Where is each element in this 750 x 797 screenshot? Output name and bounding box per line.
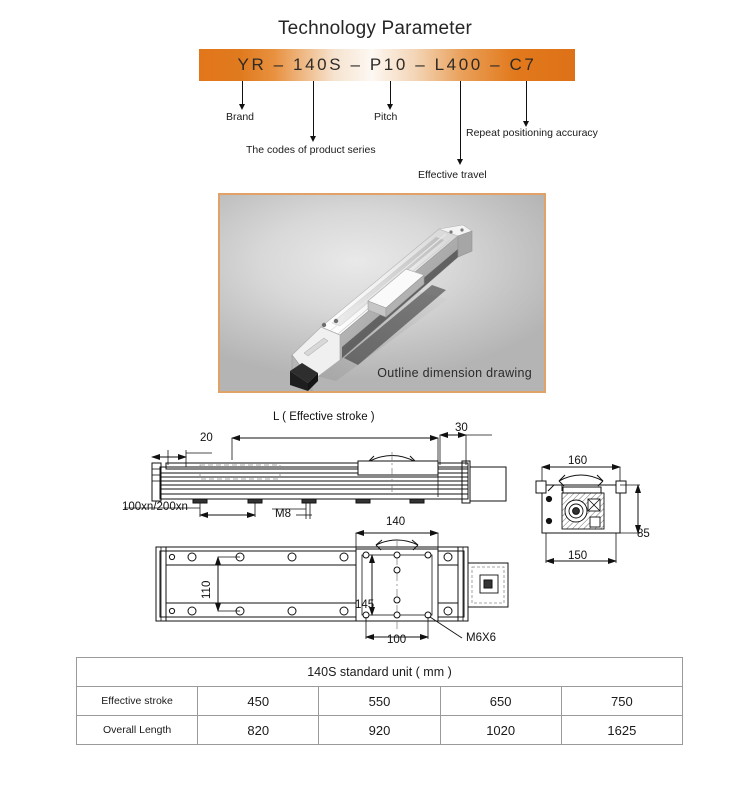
table-header-title: 140S standard unit ( mm ) [77,658,683,687]
callout-label-repeat-accuracy: Repeat positioning accuracy [466,127,598,139]
dim-thread-m8: M8 [275,508,291,520]
table-header-row [77,658,683,687]
product-photo-frame [218,193,546,393]
arrow-effective-travel [457,159,463,165]
arrow-brand [239,104,245,110]
leader-line-effective-travel [460,81,461,160]
dim-end-width-160: 160 [568,455,588,467]
callout-label-pitch: Pitch [374,111,398,123]
table-row [77,716,683,745]
row-label-overall-length: Overall Length [77,716,198,745]
arrow-pitch [387,104,393,110]
dim-effective-stroke: L ( Effective stroke ) [273,411,375,423]
callout-label-effective-travel: Effective travel [418,169,487,181]
model-code-text: YR – 140S – P10 – L400 – C7 [237,55,537,74]
cell-overall-length-4: 1625 [561,716,682,745]
dim-end-height-85: 85 [637,528,650,540]
cell-effective-stroke-1: 450 [198,687,319,716]
cell-effective-stroke-4: 750 [561,687,682,716]
cell-overall-length-3: 1020 [440,716,561,745]
page-title: Technology Parameter [277,18,473,39]
dim-end-width-150: 150 [568,550,588,562]
cell-effective-stroke-3: 650 [440,687,561,716]
model-code-banner [199,49,575,81]
dim-carriage-length-145: 145 [355,599,375,611]
cell-overall-length-2: 920 [319,716,440,745]
callout-label-brand: Brand [226,111,255,123]
table-row [77,687,683,716]
leader-line-pitch [390,81,391,105]
leader-line-product-series [313,81,314,137]
photo-caption: Outline dimension drawing [377,366,532,380]
dim-bolt-pitch-100: 100 [387,634,407,646]
cell-effective-stroke-2: 550 [319,687,440,716]
cell-overall-length-1: 820 [198,716,319,745]
row-label-effective-stroke: Effective stroke [77,687,198,716]
leader-line-brand [242,81,243,105]
linear-actuator-render [220,195,544,391]
product-photo-image [220,195,544,391]
spec-table [76,657,683,745]
dim-left-end: 20 [200,432,213,444]
dim-thread-m6x6: M6X6 [466,632,497,644]
dim-mount-pitch: 100xn/200xn [122,501,188,513]
dim-right-end: 30 [455,422,468,434]
dim-rail-span-110: 110 [201,580,213,599]
dim-carriage-width-140: 140 [386,516,406,528]
callout-label-product-series: The codes of product series [246,144,376,156]
leader-line-repeat-accuracy [526,81,527,122]
arrow-product-series [310,136,316,142]
